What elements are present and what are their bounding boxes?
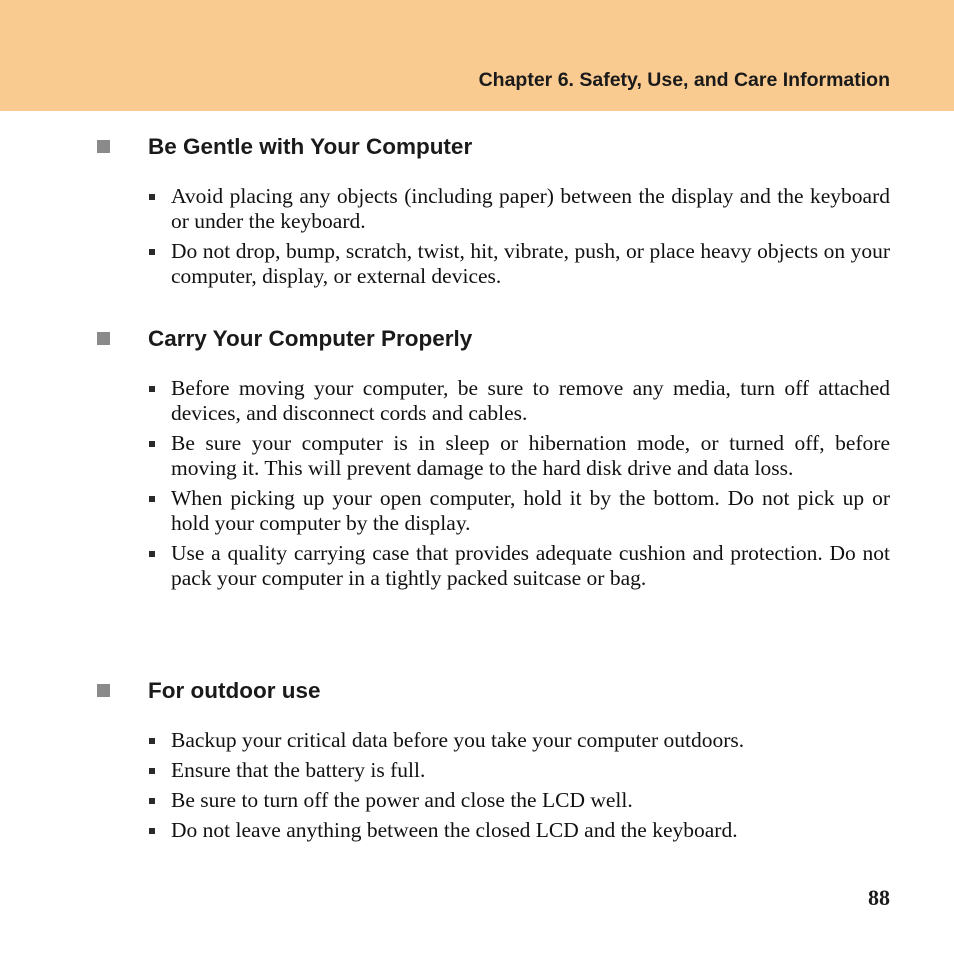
- list-item-text: Backup your critical data before you take your computer outdoors.: [171, 728, 745, 752]
- list-item-text: Before moving your computer, be sure to remove any media, turn off attached devices, and disconnect cords and cables.: [171, 376, 890, 425]
- list-item-text: Use a quality carrying case that provides adequate cushion and protection. Do not pack your computer in a tightly packed suitcase or bag.: [171, 541, 890, 590]
- square-bullet-icon: [149, 738, 155, 744]
- section-heading-text: Be Gentle with Your Computer: [148, 134, 473, 159]
- page-number: 88: [868, 885, 890, 910]
- list-item-text: Do not drop, bump, scratch, twist, hit, vibrate, push, or place heavy objects on your computer, display, or external devices.: [171, 239, 890, 288]
- square-bullet-icon: [149, 386, 155, 392]
- list-item: [148, 758, 890, 783]
- list-item-text: Do not leave anything between the closed LCD and the keyboard.: [171, 818, 738, 842]
- list-item: [148, 376, 890, 426]
- list-item-text: Avoid placing any objects (including paper) between the display and the keyboard or under the keyboard.: [171, 184, 890, 233]
- list-item: [148, 486, 890, 536]
- list-item-text: Be sure to turn off the power and close the LCD well.: [171, 788, 633, 812]
- square-bullet-icon: [149, 194, 155, 200]
- square-bullet-icon: [149, 441, 155, 447]
- square-bullet-icon: [97, 140, 110, 153]
- list-item-text: Ensure that the battery is full.: [171, 758, 426, 782]
- square-bullet-icon: [149, 798, 155, 804]
- chapter-header-band: [0, 0, 954, 111]
- list-item: [148, 431, 890, 481]
- list-item-text: When picking up your open computer, hold it by the bottom. Do not pick up or hold your computer by the display.: [171, 486, 890, 535]
- bullet-list-carry-properly: [148, 376, 890, 596]
- square-bullet-icon: [149, 768, 155, 774]
- section-heading-text: For outdoor use: [148, 678, 321, 703]
- square-bullet-icon: [97, 332, 110, 345]
- section-heading-text: Carry Your Computer Properly: [148, 326, 473, 351]
- bullet-list-be-gentle: [148, 184, 890, 294]
- list-item: [148, 239, 890, 289]
- square-bullet-icon: [149, 249, 155, 255]
- list-item: [148, 818, 890, 843]
- square-bullet-icon: [149, 496, 155, 502]
- list-item-text: Be sure your computer is in sleep or hibernation mode, or turned off, before moving it. This will prevent damage to the hard disk drive and data loss.: [171, 431, 890, 480]
- list-item: [148, 184, 890, 234]
- square-bullet-icon: [149, 551, 155, 557]
- list-item: [148, 541, 890, 591]
- list-item: [148, 728, 890, 753]
- bullet-list-outdoor-use: [148, 728, 890, 848]
- chapter-title: Chapter 6. Safety, Use, and Care Information: [478, 69, 890, 91]
- list-item: [148, 788, 890, 813]
- square-bullet-icon: [97, 684, 110, 697]
- square-bullet-icon: [149, 828, 155, 834]
